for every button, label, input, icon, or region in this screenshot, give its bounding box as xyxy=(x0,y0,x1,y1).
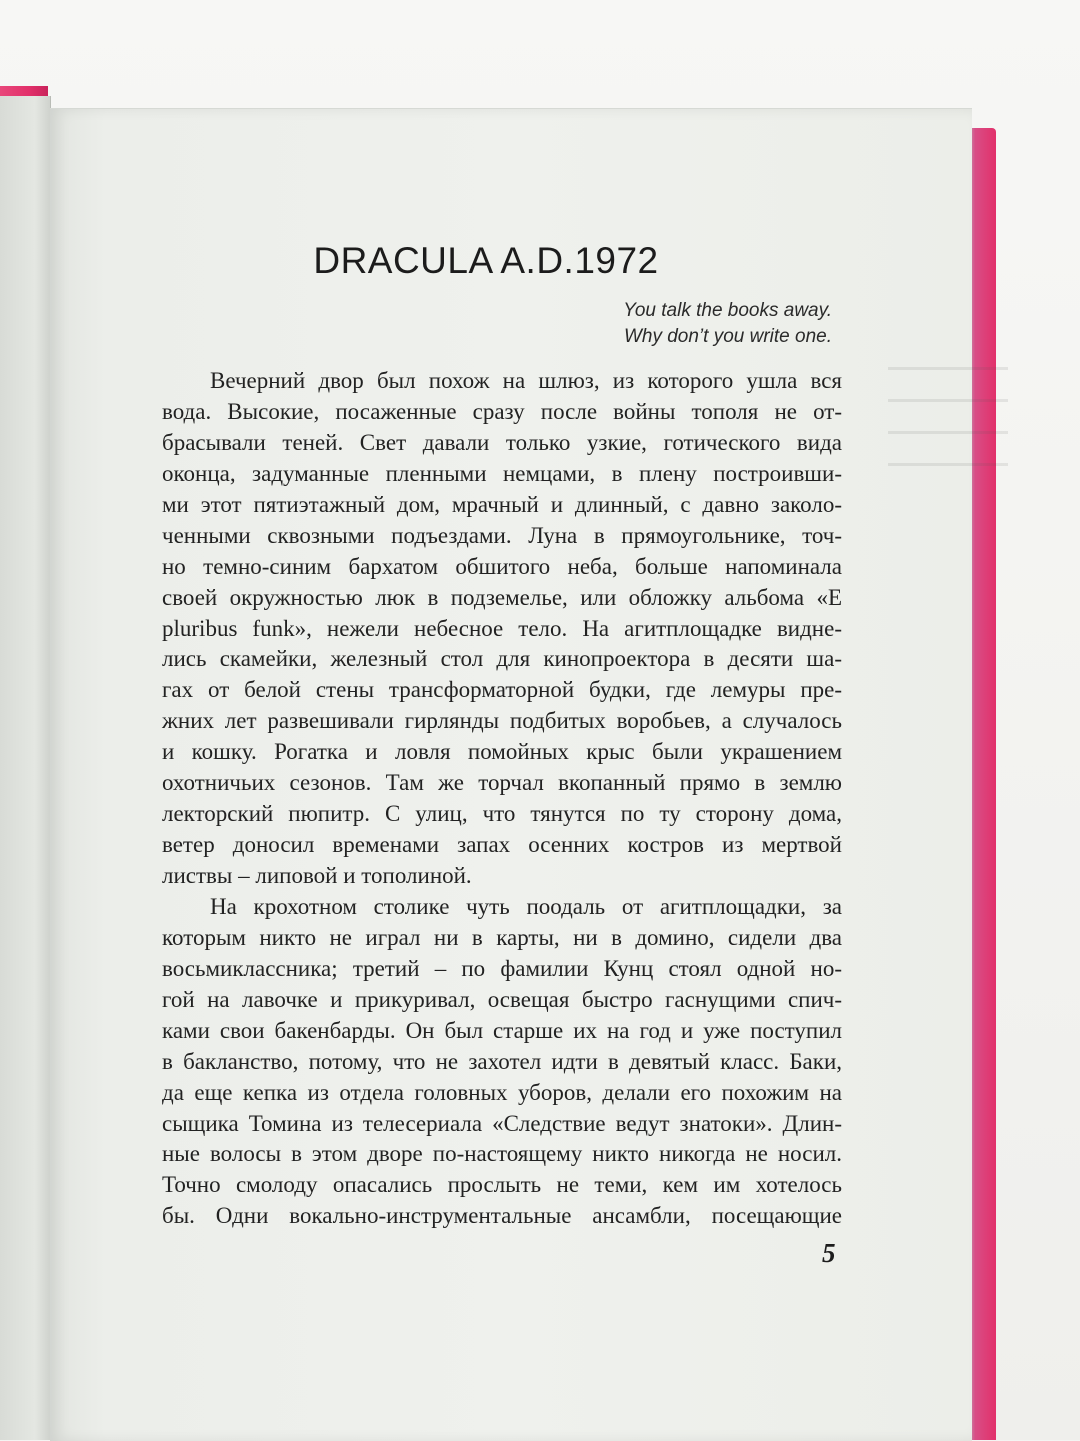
text-line: ветер доносил временами запах осенних костров из мертвой xyxy=(162,832,842,858)
epigraph-line: Why don’t you write one. xyxy=(623,326,832,347)
epigraph-line: You talk the books away. xyxy=(623,300,832,321)
text-line: лись скамейки, железный стол для кинопроектора в десяти ша- xyxy=(162,646,842,672)
text-line: бы. Одни вокально-инструментальные ансамбли, посещающие xyxy=(162,1203,842,1229)
page-number: 5 xyxy=(822,1238,836,1268)
chapter-title: DRACULA A.D.1972 xyxy=(313,240,659,281)
text-line: ченными сквозными подъездами. Луна в прямоугольнике, точ- xyxy=(162,522,842,548)
text-line: и кошку. Рогатка и ловля помойных крыс были украшением xyxy=(162,739,842,765)
text-line: сыщика Томина из телесериала «Следствие ведут знатоки». Длин- xyxy=(162,1110,842,1136)
text-line: брасывали теней. Свет давали только узкие, готического вида xyxy=(162,429,842,455)
text-line: да еще кепка из отдела головных уборов, делали его похожим на xyxy=(162,1079,842,1105)
text-line: ные волосы в этом дворе по-настоящему никто никогда не носил. xyxy=(162,1141,842,1167)
body-text xyxy=(162,366,842,1232)
text-line: охотничьих сезонов. Там же торчал вкопанный прямо в землю xyxy=(162,770,842,796)
text-line: своей окружностью люк в подземелье, или обложку альбома «E xyxy=(162,584,842,610)
text-line: ками свои бакенбарды. Он был старше их на год и уже поступил xyxy=(162,1017,842,1043)
text-line: Вечерний двор был похож на шлюз, из которого ушла вся xyxy=(210,368,842,393)
text-line: ми этот пятиэтажный дом, мрачный и длинный, с давно заколо- xyxy=(162,491,842,517)
text-line: которым никто не играл ни в карты, ни в домино, сидели два xyxy=(162,924,842,950)
paragraph-1 xyxy=(162,366,842,892)
text-line: На крохотном столике чуть поодаль от агитплощадки, за xyxy=(210,893,842,919)
text-line: в бакланство, потому, что не захотел идти в девятый класс. Баки, xyxy=(162,1048,842,1074)
text-line: восьмиклассника; третий – по фамилии Кунц стоял одной но- xyxy=(162,955,842,981)
paragraph-2 xyxy=(162,892,842,1232)
text-line: гой на лавочке и прикуривал, освещая быстро гаснущими спич- xyxy=(162,986,842,1012)
text-line: жних лет развешивали гирлянды подбитых воробьев, а случалось xyxy=(162,708,842,734)
text-line: pluribus funk», нежели небесное тело. На агитплощадке видне- xyxy=(162,615,842,641)
text-line: гах от белой стены трансформаторной будки, где лемуры пре- xyxy=(162,677,842,703)
epigraph xyxy=(460,298,832,350)
text-line: листвы – липовой и тополиной. xyxy=(162,863,472,888)
left-page-edge xyxy=(0,96,51,1440)
text-line: оконца, задуманные пленными немцами, в плену построивши- xyxy=(162,460,842,486)
text-line: вода. Высокие, посаженные сразу после войны тополя не от- xyxy=(162,398,842,424)
show-through-text xyxy=(888,349,1008,479)
text-line: Точно смолоду опасались прослыть не теми, кем им хотелось xyxy=(162,1172,842,1198)
text-line: лекторский пюпитр. С улиц, что тянутся по ту сторону дома, xyxy=(162,801,842,827)
text-line: но темно-синим бархатом обшитого неба, больше напоминала xyxy=(162,553,842,579)
